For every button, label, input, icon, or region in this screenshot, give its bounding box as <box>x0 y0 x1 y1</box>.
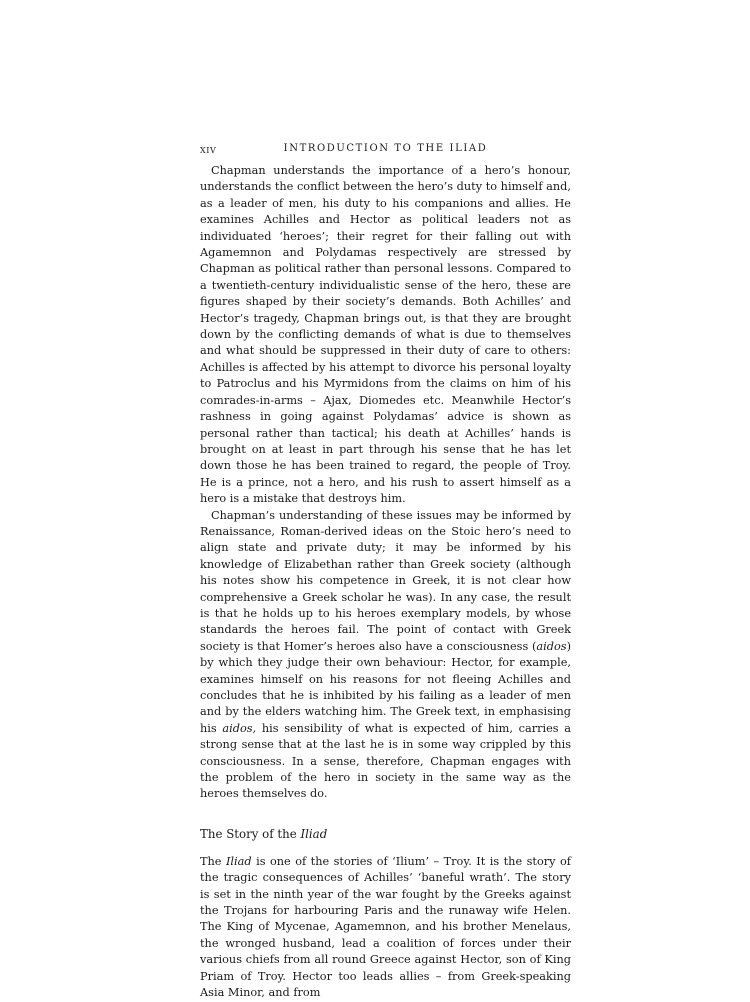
section-heading <box>200 827 571 841</box>
paragraph-text: ) by which they judge their own behaviour: Hector, for example, examines himself on his reasons for not fleeing Achilles and concludes that he is inhibited by his failing as a leader of men and by the elders watching him. The Greek text, in emphasising his <box>200 639 571 735</box>
paragraph-text: is one of the stories of ‘Ilium’ – Troy. It is the story of the tragic consequences of Achilles’ ‘baneful wrath’. The story is set in the ninth year of the war fought by the Greeks against the Trojans for harbouring Paris and the runaway wife Helen. The King of Mycenae, Agamemnon, and his brother Menelaus, the wronged husband, lead a coalition of forces under their various chiefs from all round Greece against Hector, son of King Priam of Troy. Hector too leads allies – from Greek-speaking Asia Minor, and from <box>200 854 571 1000</box>
paragraph-story-of-iliad <box>200 854 571 1002</box>
paragraph-chapman-understanding <box>200 508 571 803</box>
book-page <box>200 141 571 1002</box>
running-head <box>200 141 571 157</box>
paragraph-text: his sensibility of what is expected of him, carries a strong sense that at the last he is in some way crippled by this consciousness. In a sense, therefore, Chapman engages with the problem of the hero in society in the same way as the heroes themselves do. <box>200 721 572 801</box>
paragraph-text: The <box>200 854 226 868</box>
running-title: INTRODUCTION TO THE ILIAD <box>283 143 488 154</box>
page-number: xiv <box>200 143 217 156</box>
italic-term: aidos, <box>222 721 257 735</box>
section-heading-italic: Iliad <box>300 826 328 841</box>
paragraph-text: Chapman’s understanding of these issues may be informed by Renaissance, Roman-derived ideas on the Stoic hero’s need to align state and private duty; it may be informed by his knowledge of Elizabethan rather than Greek society (although his notes show his competence in Greek, it is not clear how comprehensive a Greek scholar he was). In any case, the result is that he holds up to his heroes exemplary models, by whose standards the heroes fail. The point of contact with Greek society is that Homer’s heroes also have a consciousness ( <box>200 508 571 653</box>
paragraph-chapman-honour: Chapman understands the importance of a hero’s honour, understands the conflict between the hero’s duty to himself and, as a leader of men, his duty to his companions and allies. He examines Achilles and Hector as political leaders not as individuated ‘heroes’; their regret for their falling out with Agamemnon and Polydamas respectively are stressed by Chapman as political rather than personal lessons. Compared to a twentieth-century individualistic sense of the hero, these are figures shaped by their society’s demands. Both Achilles’ and Hector’s tragedy, Chapman brings out, is that they are brought down by the conflicting demands of what is due to themselves and what should be suppressed in their duty of care to others: Achilles is affected by his attempt to divorce his personal loyalty to Patroclus and his Myrmidons from the claims on him of his comrades-in-arms – Ajax, Diomedes etc. Meanwhile Hector’s rashness in going against Polydamas’ advice is shown as personal rather than tactical; his death at Achilles’ hands is brought on at least in part through his sense that he has let down those he has been trained to regard, the people of Troy. He is a prince, not a hero, and his rush to assert himself as a hero is a mistake that destroys him. <box>200 164 571 506</box>
italic-title: Iliad <box>225 854 252 868</box>
section-heading-text: The Story of the <box>200 826 301 841</box>
italic-term: aidos <box>536 639 567 653</box>
